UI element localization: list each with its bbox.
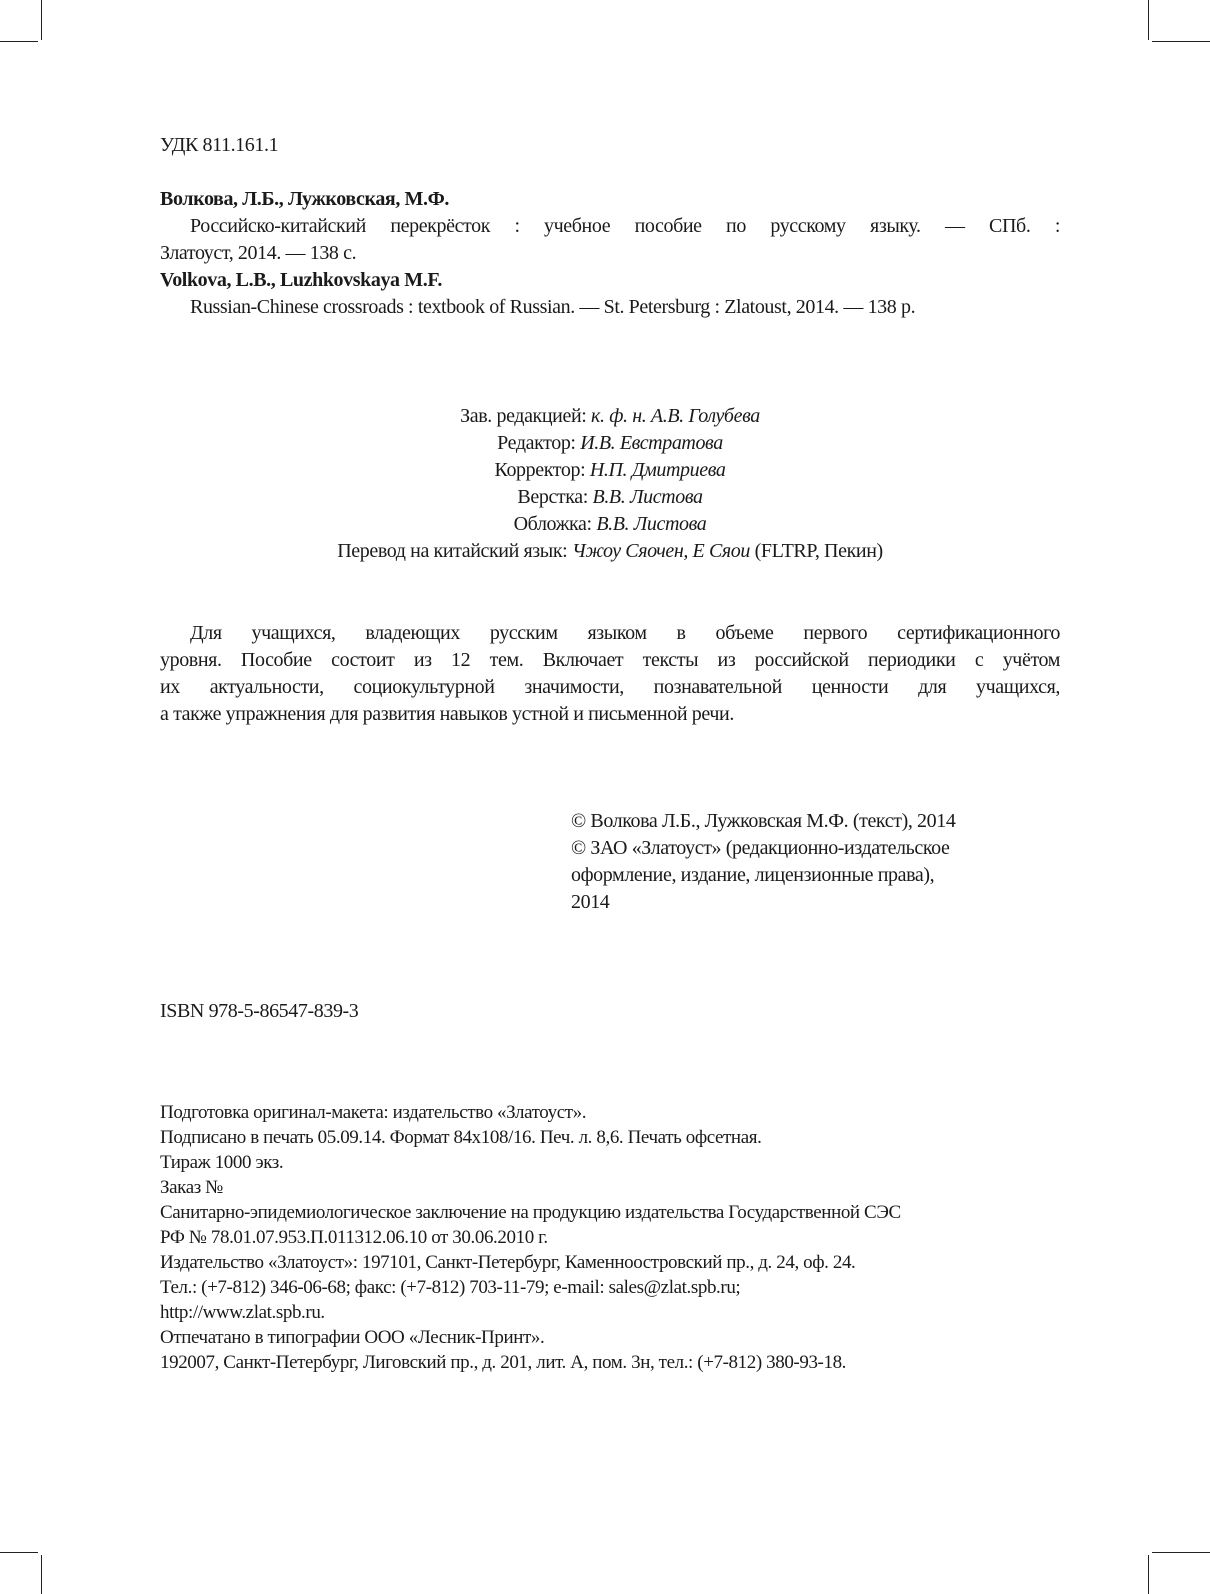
crop-mark xyxy=(1152,41,1210,42)
credit-line: Перевод на китайский язык: Чжоу Сяочен, Е Сяои (FLTRP, Пекин) xyxy=(337,540,883,562)
crop-mark xyxy=(1148,0,1149,40)
credit-line: Верстка: В.В. Листова xyxy=(517,486,703,508)
annotation: Для учащихся, владеющих русским языком в объеме первого сертификационного уровня. Пособие состоит из 12 тем. Включает тексты из российской периодики с учётом их актуальности, социокультурной значимости, познавательной ценности для учащихся, а также упражнения для развития навыков устной и письменной речи. xyxy=(160,622,1060,725)
publisher-ru: Златоуст, 2014. — 138 с. xyxy=(160,242,357,264)
crop-mark xyxy=(1148,1555,1149,1594)
credit-line: Корректор: Н.П. Дмитриева xyxy=(494,459,726,481)
bibliographic-record xyxy=(160,186,1060,321)
credit-line: Обложка: В.В. Листова xyxy=(513,513,707,535)
title-en: Russian-Chinese crossroads : textbook of Russian. — St. Petersburg : Zlatoust, 2014. — 138 p. xyxy=(190,296,916,318)
credits xyxy=(160,403,1060,565)
title-ru: Российско-китайский перекрёсток : учебное пособие по русскому языку. — СПб. : xyxy=(190,215,1060,237)
crop-mark xyxy=(1152,1552,1210,1553)
credit-line: Редактор: И.В. Евстратова xyxy=(497,432,723,454)
imprint: Подготовка оригинал-макета: издательство «Златоуст». Подписано в печать 05.09.14. Формат 84x108/16. Печ. л. 8,6. Печать офсетная. Тираж 1000 экз. Заказ № Санитарно-эпидемиологическое заключение на продукцию издательства Государственной СЭС РФ № 78.01.07.953.П.011312.06.10 от 30.06.2010 г. Издательство «Златоуст»: 197101, Санкт-Петербург, Каменноостровский пр., д. 24, оф. 24. Тел.: (+7-812) 346-06-68; факс: (+7-812) 703-11-79; e-mail: sales@zlat.spb.ru; http://www.zlat.spb.ru. Отпечатано в типографии ООО «Лесник-Принт». 192007, Санкт-Петербург, Лиговский пр., д. 201, лит. А, пом. 3н, тел.: (+7-812) 380-93-18. xyxy=(160,1102,901,1373)
crop-mark xyxy=(41,0,42,40)
credit-line: Зав. редакцией: к. ф. н. А.В. Голубева xyxy=(460,405,760,427)
copyright: © Волкова Л.Б., Лужковская М.Ф. (текст), 2014 © ЗАО «Златоуст» (редакционно-издательское оформление, издание, лицензионные права), 2014 xyxy=(571,810,956,913)
isbn: ISBN 978-5-86547-839-3 xyxy=(160,1000,359,1022)
crop-mark xyxy=(41,1555,42,1594)
udk: УДК 811.161.1 xyxy=(160,134,279,156)
authors-en: Volkova, L.B., Luzhkovskaya M.F. xyxy=(160,269,442,291)
crop-mark xyxy=(0,1552,38,1553)
crop-mark xyxy=(0,41,38,42)
authors-ru: Волкова, Л.Б., Лужковская, М.Ф. xyxy=(160,188,450,210)
